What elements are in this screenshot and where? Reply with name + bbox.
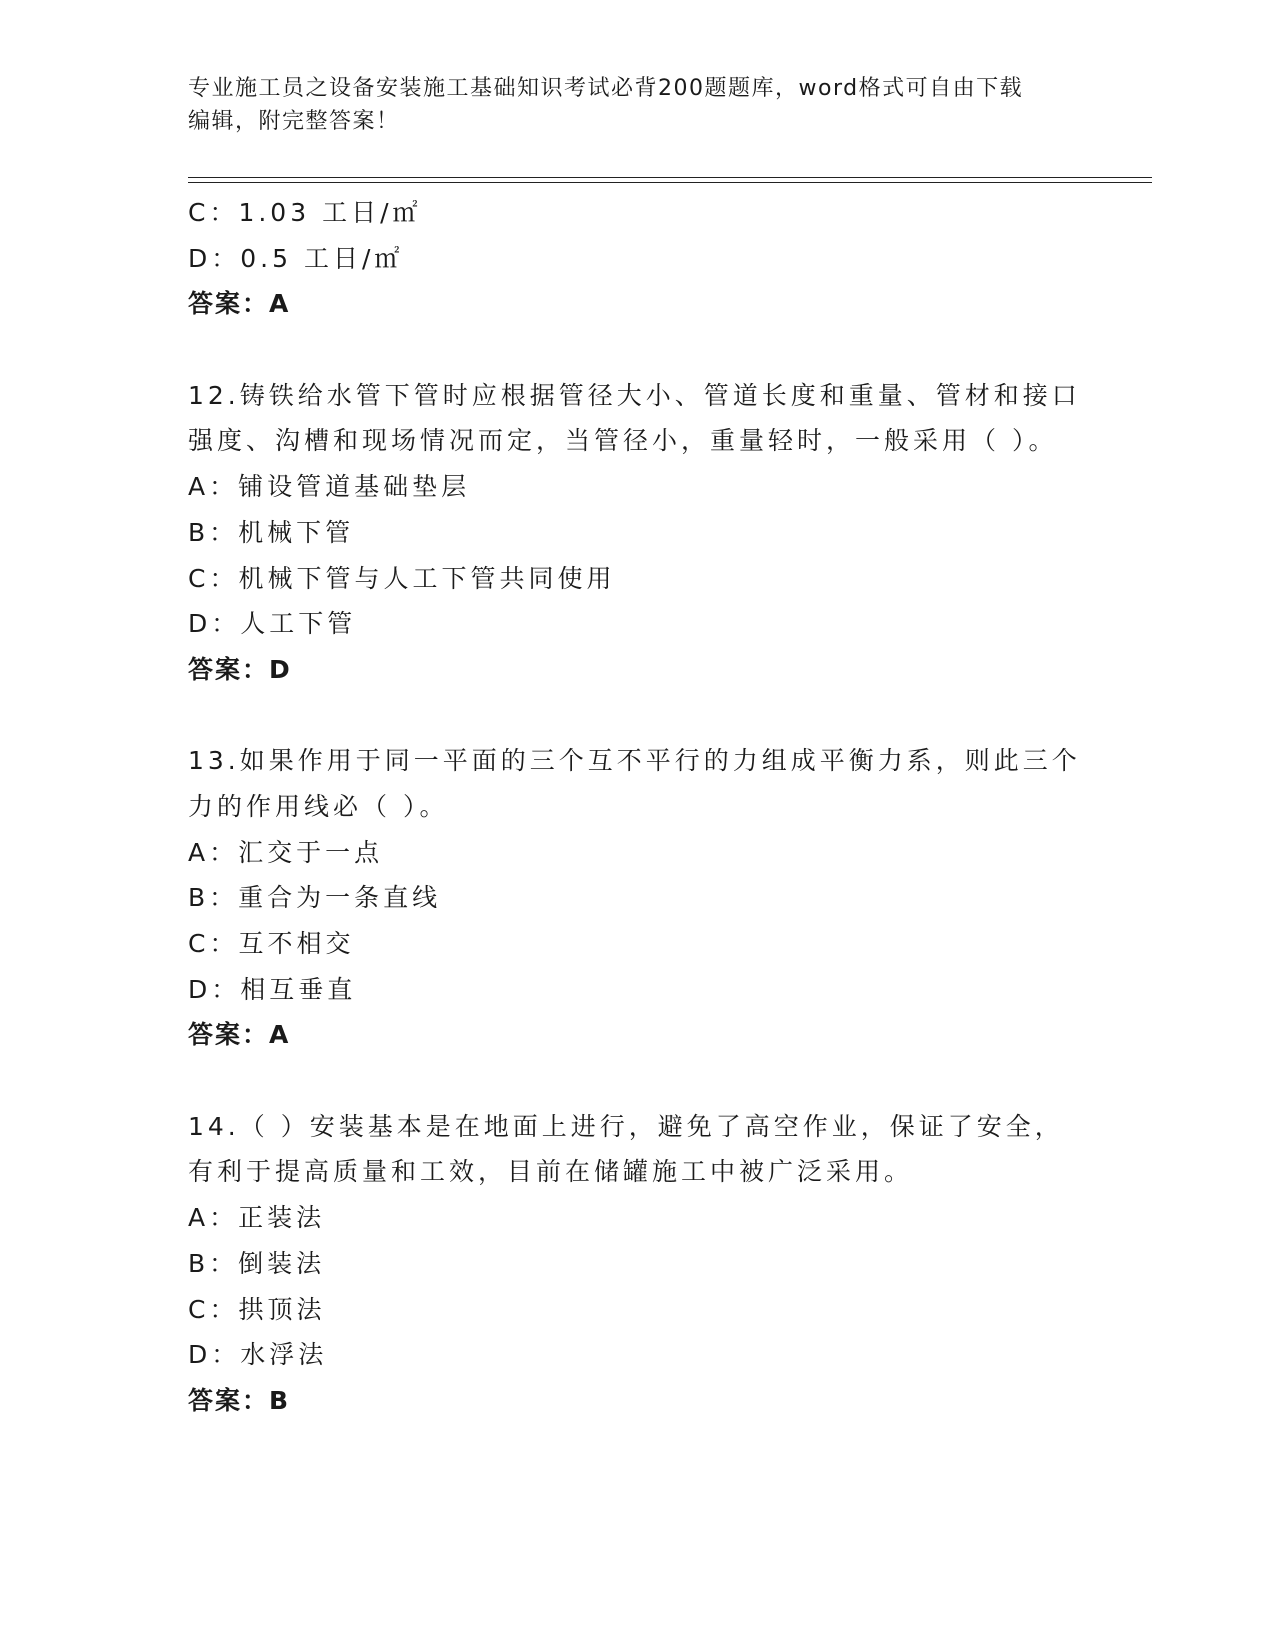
option-a: A：汇交于一点: [188, 837, 384, 867]
question-stem-line: 12.铸铁给水管下管时应根据管径大小、管道长度和重量、管材和接口: [188, 380, 1081, 410]
question-stem-line: 14.（ ）安装基本是在地面上进行，避免了高空作业，保证了安全，: [188, 1111, 1064, 1141]
option-c: C：机械下管与人工下管共同使用: [188, 563, 616, 593]
question-stem-line: 有利于提高质量和工效，目前在储罐施工中被广泛采用。: [188, 1157, 914, 1187]
question-list: [188, 190, 1088, 1424]
option-c: C：1.03 工日/㎡: [188, 198, 422, 227]
header-divider: [188, 177, 1152, 183]
option-b: B：机械下管: [188, 517, 355, 547]
option-b: B：倒装法: [188, 1248, 326, 1278]
question-stem-line: 力的作用线必（ ）。: [188, 791, 449, 821]
option-a: A：铺设管道基础垫层: [188, 472, 471, 502]
question-block-14: [188, 1104, 1088, 1424]
option-a: A：正装法: [188, 1203, 326, 1233]
header-title-line-2: 编辑，附完整答案！: [188, 109, 400, 134]
question-spacer: [188, 693, 1088, 739]
question-block-11: [188, 190, 1088, 327]
question-block-13: [188, 738, 1088, 1058]
answer-line: 答案：A: [188, 1020, 291, 1050]
page-header: [188, 72, 1068, 138]
header-title-line-1: 专业施工员之设备安装施工基础知识考试必背200题题库，word格式可自由下载: [188, 76, 1024, 101]
option-d: D：水浮法: [188, 1340, 328, 1370]
question-block-12: [188, 373, 1088, 693]
option-d: D：相互垂直: [188, 974, 357, 1004]
option-c: C：拱顶法: [188, 1294, 326, 1324]
question-stem-line: 强度、沟槽和现场情况而定，当管径小，重量轻时，一般采用（ ）。: [188, 426, 1058, 456]
question-spacer: [188, 1058, 1088, 1104]
answer-line: 答案：D: [188, 654, 292, 684]
question-stem-line: 13.如果作用于同一平面的三个互不平行的力组成平衡力系，则此三个: [188, 746, 1081, 776]
option-d: D：0.5 工日/㎡: [188, 243, 404, 273]
answer-line: 答案：A: [188, 289, 291, 319]
option-b: B：重合为一条直线: [188, 883, 442, 913]
option-d: D：人工下管: [188, 609, 357, 639]
answer-line: 答案：B: [188, 1385, 291, 1415]
option-c: C：互不相交: [188, 929, 355, 958]
question-spacer: [188, 327, 1088, 373]
